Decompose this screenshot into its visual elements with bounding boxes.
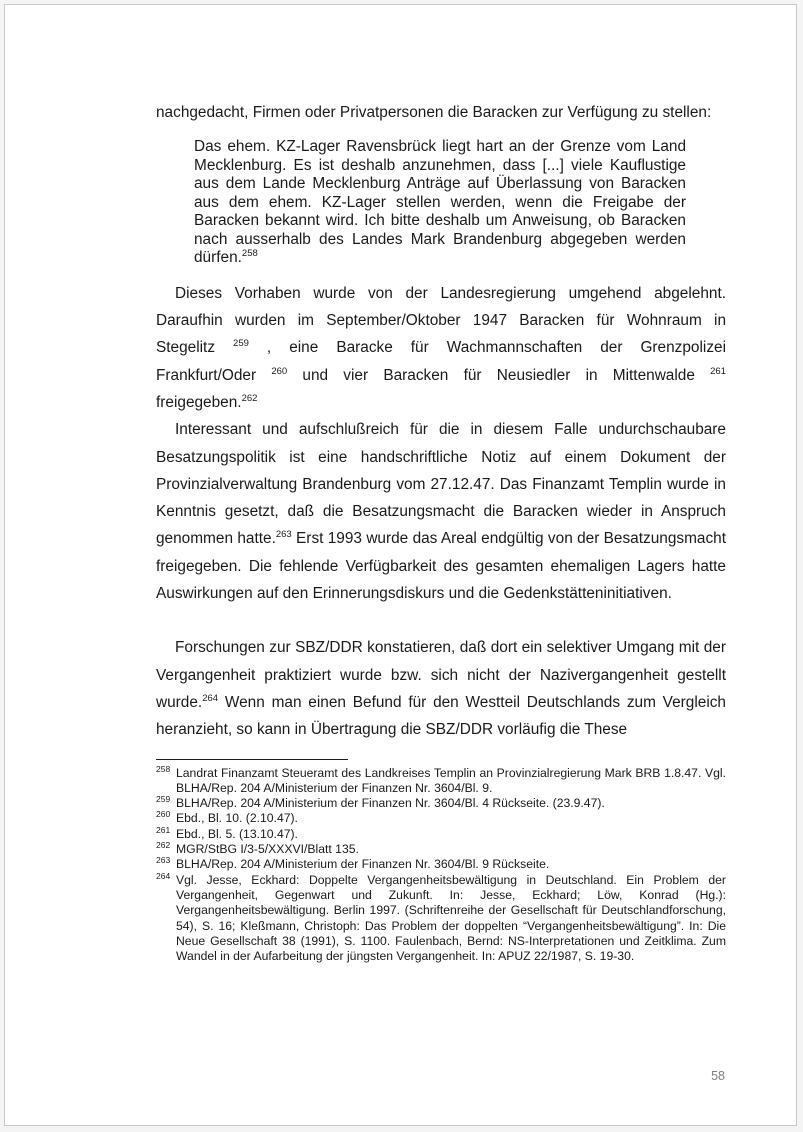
- footnote-text: Vgl. Jesse, Eckhard: Doppelte Vergangenheitsbewältigung in Deutschland. Ein Problem der Vergangenheit, Gegenwart und Zukunft. In: Jesse, Eckhard; Löw, Konrad (Hg.): Vergangenheitsbewältigung. Berlin 1997. (Schriftenreihe der Gesellschaft für Deutschlandforschung, 54), S. 16; Kleßmann, Christoph: Das Problem der doppelten “Vergangenheitsbewältigung”. In: Die Neue Gesellschaft 38 (1991), S. 1100. Faulenbach, Bernd: NS-Interpretationen und Zeitklima. Zum Wandel in der Aufarbeitung der jüngsten Vergangenheit. In: APUZ 22/1987, S. 19-30.: [176, 872, 726, 964]
- document-page: [4, 4, 797, 1126]
- p2-text-b: , eine Baracke für Wachmannschaften der Grenzpolizei Frankfurt/Oder: [156, 339, 727, 384]
- p3-text-b: Erst 1993 wurde das Areal endgültig von der Besatzungsmacht freigegeben. Die fehlende Verfügbarkeit des gesamten ehemaligen Lagers hatte Auswirkungen auf den Erinnerungsdiskurs und die Gedenkstätteninitiativen.: [156, 530, 726, 603]
- footnote-ref-264[interactable]: 264: [202, 692, 219, 704]
- footnote-number: 258: [156, 763, 171, 774]
- footnote-number: 261: [156, 824, 171, 835]
- footnote-260: [156, 811, 726, 826]
- footnotes: [156, 763, 726, 965]
- footnote-text: BLHA/Rep. 204 A/Ministerium der Finanzen Nr. 3604/Bl. 9 Rückseite.: [176, 857, 550, 872]
- footnote-262: [156, 839, 726, 857]
- footnote-ref-263[interactable]: 263: [275, 529, 292, 541]
- paragraph-gap: [156, 607, 726, 634]
- paragraph-barracks-release: [156, 280, 726, 416]
- footnote-text: MGR/StBG I/3-5/XXXVI/Blatt 135.: [176, 842, 359, 857]
- footnote-ref-261[interactable]: 261: [710, 365, 726, 377]
- block-quote: [194, 138, 686, 268]
- footnote-259: [156, 796, 726, 811]
- footnote-number: 262: [156, 839, 171, 850]
- footnote-ref-262[interactable]: 262: [241, 392, 258, 404]
- footnote-261: [156, 824, 726, 842]
- p2-text-c: und vier Baracken für Neusiedler in Mittenwalde: [302, 366, 695, 384]
- footnote-264: [156, 870, 726, 965]
- footnote-separator: [156, 759, 348, 760]
- quote-text: Das ehem. KZ-Lager Ravensbrück liegt hart an der Grenze vom Land Mecklenburg. Es ist deshalb anzunehmen, dass [...] viele Kauflustige aus dem Lande Mecklenburg Anträge auf Überlassung von Baracken aus dem ehem. KZ-Lager stellen werden, wenn die Freigabe der Baracken bekannt wird. Ich bitte deshalb um Anweisung, ob Baracken nach ausserhalb des Landes Mark Brandenburg abgegeben werden dürfen.: [194, 138, 686, 267]
- footnote-text: Ebd., Bl. 10. (2.10.47).: [176, 811, 298, 826]
- page-content: [156, 99, 726, 964]
- p2-text-d: freigegeben.: [156, 393, 242, 411]
- footnote-number: 259: [156, 794, 171, 805]
- footnote-number: 264: [156, 870, 171, 881]
- footnote-263: [156, 857, 726, 872]
- footnote-258: [156, 763, 726, 797]
- p4-text-a: Forschungen zur SBZ/DDR konstatieren, daß dort ein selektiver Umgang mit der Vergangenheit praktiziert wurde bzw. sich nicht der Nazivergangenheit gestellt wurde.: [156, 639, 726, 711]
- footnote-ref-258[interactable]: 258: [241, 248, 258, 260]
- p2-text-a: Dieses Vorhaben wurde von der Landesregierung umgehend abgelehnt. Daraufhin wurden im September/Oktober 1947 Baracken für Wohnraum in Stegelitz: [156, 284, 726, 357]
- footnote-ref-259[interactable]: 259: [233, 338, 249, 350]
- footnote-ref-260[interactable]: 260: [271, 365, 288, 377]
- paragraph-sbz-research: [156, 634, 726, 743]
- p3-text-a: Interessant und aufschlußreich für die in diesem Falle undurchschaubare Besatzungspolitik ist eine handschriftliche Notiz auf einem Dokument der Provinzialverwaltung Brandenburg vom 27.12.47. Das Finanzamt Templin wurde in Kenntnis gesetzt, daß die Besatzungsmacht die Baracken wieder in Anspruch genommen hatte.: [156, 421, 726, 548]
- p4-text-b: Wenn man einen Befund für den Westteil Deutschlands zum Vergleich heranzieht, so kann in Übertragung die SBZ/DDR vorläufig die These: [156, 693, 726, 739]
- page-number: 58: [711, 1069, 725, 1083]
- footnote-text: Landrat Finanzamt Steueramt des Landkreises Templin an Provinzialregierung Mark BRB 1.8.47. Vgl. BLHA/Rep. 204 A/Ministerium der Finanzen Nr. 3604/Bl. 9.: [176, 765, 726, 795]
- paragraph-occupation-policy: [156, 416, 726, 607]
- intro-paragraph: nachgedacht, Firmen oder Privatpersonen die Baracken zur Verfügung zu stellen:: [156, 104, 712, 121]
- footnote-text: BLHA/Rep. 204 A/Ministerium der Finanzen Nr. 3604/Bl. 4 Rückseite. (23.9.47).: [176, 796, 605, 811]
- footnote-number: 263: [156, 855, 171, 866]
- footnote-text: Ebd., Bl. 5. (13.10.47).: [176, 826, 298, 841]
- footnote-number: 260: [156, 809, 171, 820]
